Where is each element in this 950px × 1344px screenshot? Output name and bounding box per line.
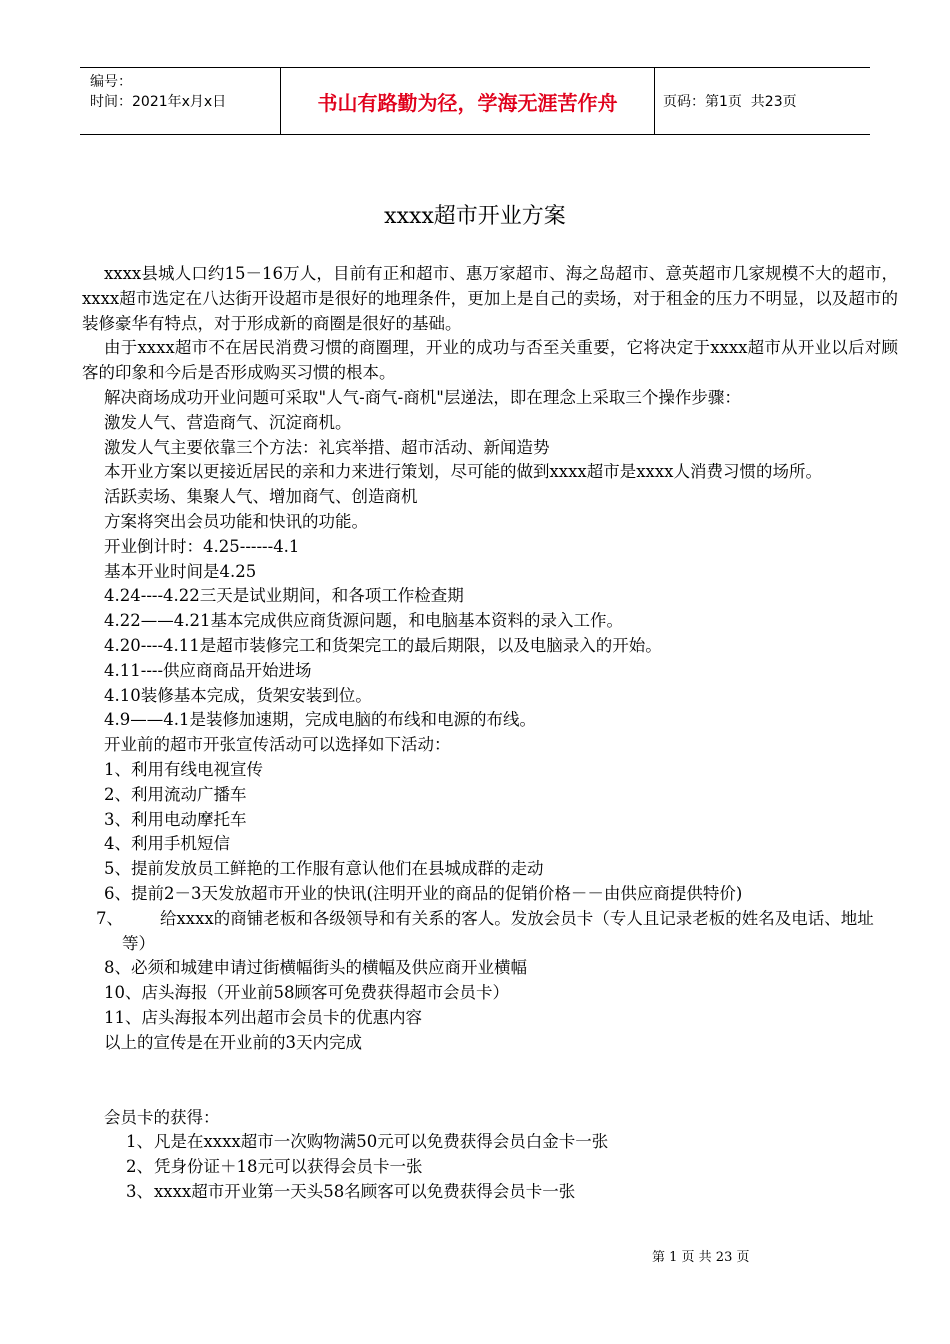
activity-item: 1、利用有线电视宣传 — [104, 759, 263, 779]
schedule-line: 4.20----4.11是超市装修完工和货架完工的最后期限，以及电脑录入的开始。 — [104, 635, 662, 655]
paragraph: 激发人气、营造商气、沉淀商机。 — [104, 412, 352, 432]
paragraph: 活跃卖场、集聚人气、增加商气、创造商机 — [104, 487, 418, 507]
page-footer: 第 1 页 共 23 页 — [652, 1250, 750, 1265]
membership-heading: 会员卡的获得： — [104, 1107, 220, 1127]
paragraph: 开业前的超市开张宣传活动可以选择如下活动： — [104, 735, 451, 755]
schedule-line: 4.11----供应商商品开始进场 — [104, 660, 312, 680]
paragraph: 激发人气主要依靠三个方法：礼宾举措、超市活动、新闻造势 — [104, 437, 550, 457]
activity-item: 8、必须和城建申请过街横幅街头的横幅及供应商开业横幅 — [104, 958, 527, 978]
activity-item — [82, 907, 898, 957]
document-body — [82, 262, 898, 1205]
membership-number: 3、 — [126, 1181, 153, 1201]
membership-item — [82, 1130, 898, 1155]
paragraph: 以上的宣传是在开业前的3天内完成 — [104, 1032, 362, 1052]
membership-item — [82, 1180, 898, 1205]
membership-text: 凡是在xxxx超市一次购物满50元可以免费获得会员白金卡一张 — [154, 1132, 609, 1152]
membership-item — [82, 1155, 898, 1180]
spacer — [82, 1056, 898, 1106]
membership-text: xxxx超市开业第一天头58名顾客可以免费获得会员卡一张 — [154, 1181, 576, 1201]
header-page-info — [655, 68, 870, 134]
document-number-label: 编号： — [90, 74, 132, 90]
activity-item: 2、利用流动广播车 — [104, 784, 247, 804]
activity-item: 3、利用电动摩托车 — [104, 809, 247, 829]
paragraph: 方案将突出会员功能和快讯的功能。 — [104, 511, 368, 531]
header-motto: 书山有路勤为径，学海无涯苦作舟 — [280, 68, 655, 134]
paragraph: 本开业方案以更接近居民的亲和力来进行策划，尽可能的做到xxxx超市是xxxx人消费习惯的场所。 — [104, 462, 822, 482]
schedule-line: 开业倒计时：4.25------4.1 — [104, 536, 300, 556]
activity-item: 10、店头海报（开业前58顾客可免费获得超市会员卡） — [104, 983, 509, 1003]
page-info-text: 页码：第1页 共23页 — [663, 94, 797, 110]
schedule-line: 4.9——4.1是装修加速期，完成电脑的布线和电源的布线。 — [104, 710, 536, 730]
activity-item: 6、提前2－3天发放超市开业的快讯(注明开业的商品的促销价格－－由供应商提供特价) — [104, 883, 743, 903]
schedule-line: 基本开业时间是4.25 — [104, 561, 257, 581]
paragraph: 解决商场成功开业问题可采取"人气-商气-商机"层递法，即在理念上采取三个操作步骤： — [104, 387, 741, 407]
activity-number: 7、 — [96, 908, 123, 928]
activity-item: 5、提前发放员工鲜艳的工作服有意认他们在县城成群的走动 — [104, 859, 544, 879]
schedule-line: 4.10装修基本完成，货架安装到位。 — [104, 685, 372, 705]
membership-number: 2、 — [126, 1157, 153, 1177]
paragraph: xxxx县城人口约15－16万人，目前有正和超市、惠万家超市、海之岛超市、意英超市几家规模不大的超市，xxxx超市选定在八达街开设超市是很好的地理条件，更加上是自己的卖场，对于租金的压力不明显，以及超市的装修豪华有特点，对于形成新的商圈是很好的基础。 — [82, 264, 898, 333]
membership-text: 凭身份证＋18元可以获得会员卡一张 — [154, 1157, 423, 1177]
document-time: 时间：2021年x月x日 — [90, 94, 227, 110]
membership-number: 1、 — [126, 1132, 153, 1152]
paragraph: 由于xxxx超市不在居民消费习惯的商圈理，开业的成功与否至关重要，它将决定于xxxx超市从开业以后对顾客的印象和今后是否形成购买习惯的根本。 — [82, 338, 898, 383]
activity-item: 4、利用手机短信 — [104, 834, 230, 854]
schedule-line: 4.22——4.21基本完成供应商货源问题，和电脑基本资料的录入工作。 — [104, 611, 623, 631]
document-title: xxxx超市开业方案 — [384, 204, 566, 229]
schedule-line: 4.24----4.22三天是试业期间，和各项工作检查期 — [104, 586, 464, 606]
activity-text: 给xxxx的商铺老板和各级领导和有关系的客人。发放会员卡（专人且记录老板的姓名及电话、地址等） — [122, 908, 874, 953]
activity-item: 11、店头海报本列出超市会员卡的优惠内容 — [104, 1007, 422, 1027]
header-meta — [80, 68, 280, 134]
page-header — [80, 67, 870, 135]
